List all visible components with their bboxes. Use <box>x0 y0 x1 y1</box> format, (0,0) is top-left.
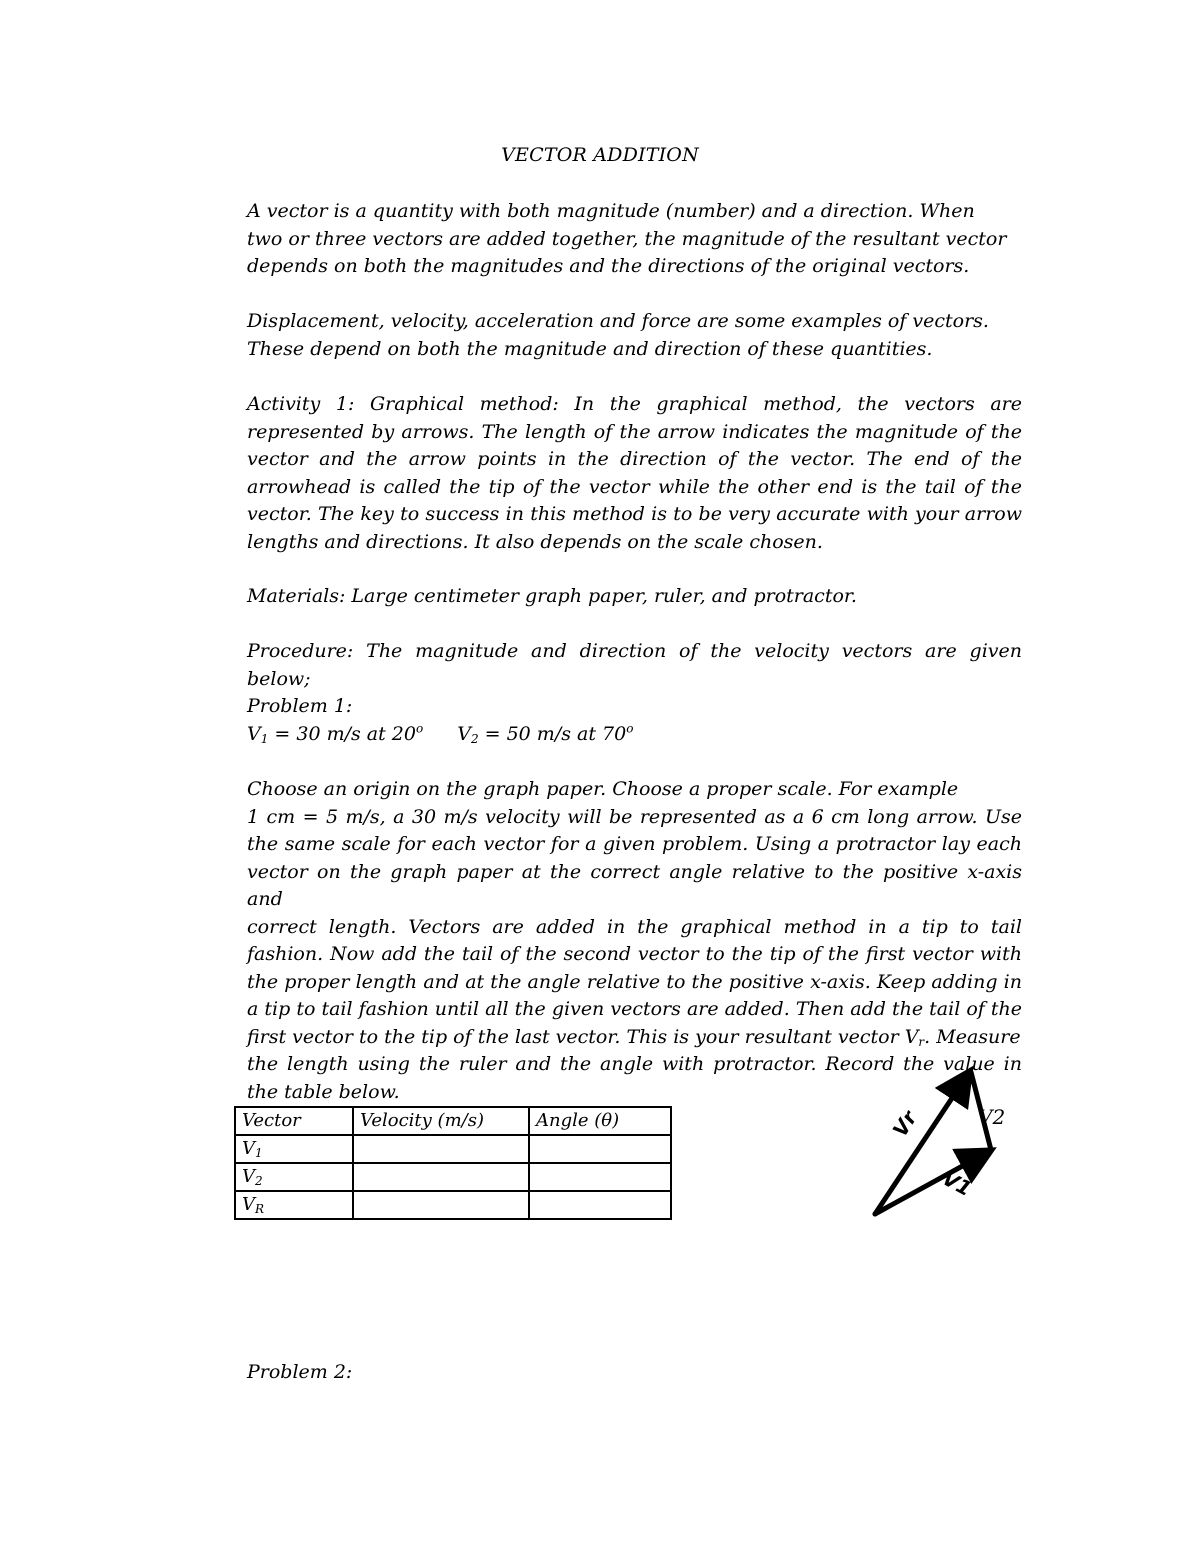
row-subscript: 2 <box>255 1174 263 1188</box>
instructions-paragraph <box>247 776 1022 1106</box>
page-title: VECTOR ADDITION <box>501 144 699 166</box>
label-v1: V1 <box>938 1165 976 1201</box>
instructions-line-9-end: . Measure <box>924 1025 1021 1048</box>
table-row <box>235 1135 671 1163</box>
header-velocity: Velocity (m/s) <box>353 1107 529 1135</box>
v2-subscript: 2 <box>470 731 479 746</box>
problem1-label: Problem 1: <box>247 695 353 717</box>
instructions-line-9 <box>247 1024 1022 1052</box>
v1-symbol: V <box>247 722 261 745</box>
instructions-line-1: Choose an origin on the graph paper. Choose a proper scale. For example <box>247 778 959 800</box>
row-subscript: 1 <box>255 1146 263 1160</box>
row-velocity-cell[interactable] <box>353 1135 529 1163</box>
table-row <box>235 1191 671 1219</box>
table-row <box>235 1163 671 1191</box>
intro-paragraph <box>247 198 1022 281</box>
instructions-line-7: the proper length and at the angle relative to the positive x-axis. Keep adding in <box>247 970 1022 993</box>
row-angle-cell[interactable] <box>529 1191 671 1219</box>
instructions-line-4: vector on the graph paper at the correct angle relative to the positive x-axis and <box>247 860 1022 910</box>
vector-diagram <box>860 1060 1040 1230</box>
activity-line-5: vector. The key to success in this method is to be very accurate with your arrow <box>247 503 1022 525</box>
label-v2: V2 <box>978 1105 1006 1129</box>
row-velocity-cell[interactable] <box>353 1191 529 1219</box>
problem1-vectors <box>247 721 1022 749</box>
instructions-line-5: correct length. Vectors are added in the graphical method in a tip to tail <box>247 915 1022 938</box>
row-vector-cell <box>235 1191 353 1219</box>
instructions-line-3: the same scale for each vector for a given problem. Using a protractor lay each <box>247 833 1022 855</box>
activity-line-1: Activity 1: Graphical method: In the graphical method, the vectors are <box>247 393 1022 415</box>
procedure-line-1: Procedure: The magnitude and direction of the velocity vectors are given <box>247 640 1022 662</box>
activity-line-6: lengths and directions. It also depends on the scale chosen. <box>247 530 823 553</box>
instructions-line-8: a tip to tail fashion until all the given vectors are added. Then add the tail of the <box>247 998 1022 1020</box>
activity-line-2: represented by arrows. The length of the arrow indicates the magnitude of the <box>247 420 1022 443</box>
row-vector-cell <box>235 1135 353 1163</box>
instructions-line-11: the table below. <box>247 1080 400 1103</box>
materials-line: Materials: Large centimeter graph paper, ruler, and protractor. <box>247 585 857 607</box>
intro-line-3: depends on both the magnitudes and the directions of the original vectors. <box>247 255 970 277</box>
row-subscript: R <box>255 1202 265 1216</box>
v1-subscript: 1 <box>260 731 269 746</box>
row-symbol: V <box>242 1166 255 1187</box>
instructions-line-9-text: first vector to the tip of the last vector. This is your resultant vector V <box>247 1025 919 1048</box>
materials-paragraph <box>247 583 1022 611</box>
v2-degree: o <box>626 721 634 736</box>
label-vr: Vr <box>887 1106 922 1141</box>
row-symbol: V <box>242 1138 255 1159</box>
examples-paragraph <box>247 308 1022 363</box>
activity-line-3: vector and the arrow points in the direction of the vector. The end of the <box>247 448 1022 470</box>
results-table <box>234 1106 672 1220</box>
examples-line-1: Displacement, velocity, acceleration and force are some examples of vectors. <box>247 310 989 332</box>
activity-paragraph <box>247 391 1022 556</box>
header-angle: Angle (θ) <box>529 1107 671 1135</box>
procedure-line-2: below; <box>247 667 311 690</box>
v2-symbol: V <box>457 722 471 745</box>
instructions-line-10: the length using the ruler and the angle with protractor. Record the value in <box>247 1053 1022 1075</box>
row-angle-cell[interactable] <box>529 1163 671 1191</box>
intro-line-1: A vector is a quantity with both magnitude (number) and a direction. When <box>247 200 975 222</box>
resultant-subscript: r <box>918 1034 925 1049</box>
examples-line-2: These depend on both the magnitude and direction of these quantities. <box>247 337 933 360</box>
v1-value: = 30 m/s at 20 <box>268 722 416 745</box>
v1-degree: o <box>415 721 424 736</box>
problem2-label: Problem 2: <box>247 1361 353 1383</box>
row-vector-cell <box>235 1163 353 1191</box>
table-header-row <box>235 1107 671 1135</box>
procedure-paragraph <box>247 638 1022 748</box>
instructions-line-2: 1 cm = 5 m/s, a 30 m/s velocity will be represented as a 6 cm long arrow. Use <box>247 805 1022 828</box>
row-symbol: V <box>242 1194 255 1215</box>
row-velocity-cell[interactable] <box>353 1163 529 1191</box>
activity-line-4: arrowhead is called the tip of the vector while the other end is the tail of the <box>247 475 1022 498</box>
instructions-line-6: fashion. Now add the tail of the second vector to the tip of the first vector with <box>247 943 1022 965</box>
v2-value: = 50 m/s at 70 <box>478 722 627 745</box>
row-angle-cell[interactable] <box>529 1135 671 1163</box>
intro-line-2: two or three vectors are added together, the magnitude of the resultant vector <box>247 227 1007 250</box>
header-vector: Vector <box>235 1107 353 1135</box>
